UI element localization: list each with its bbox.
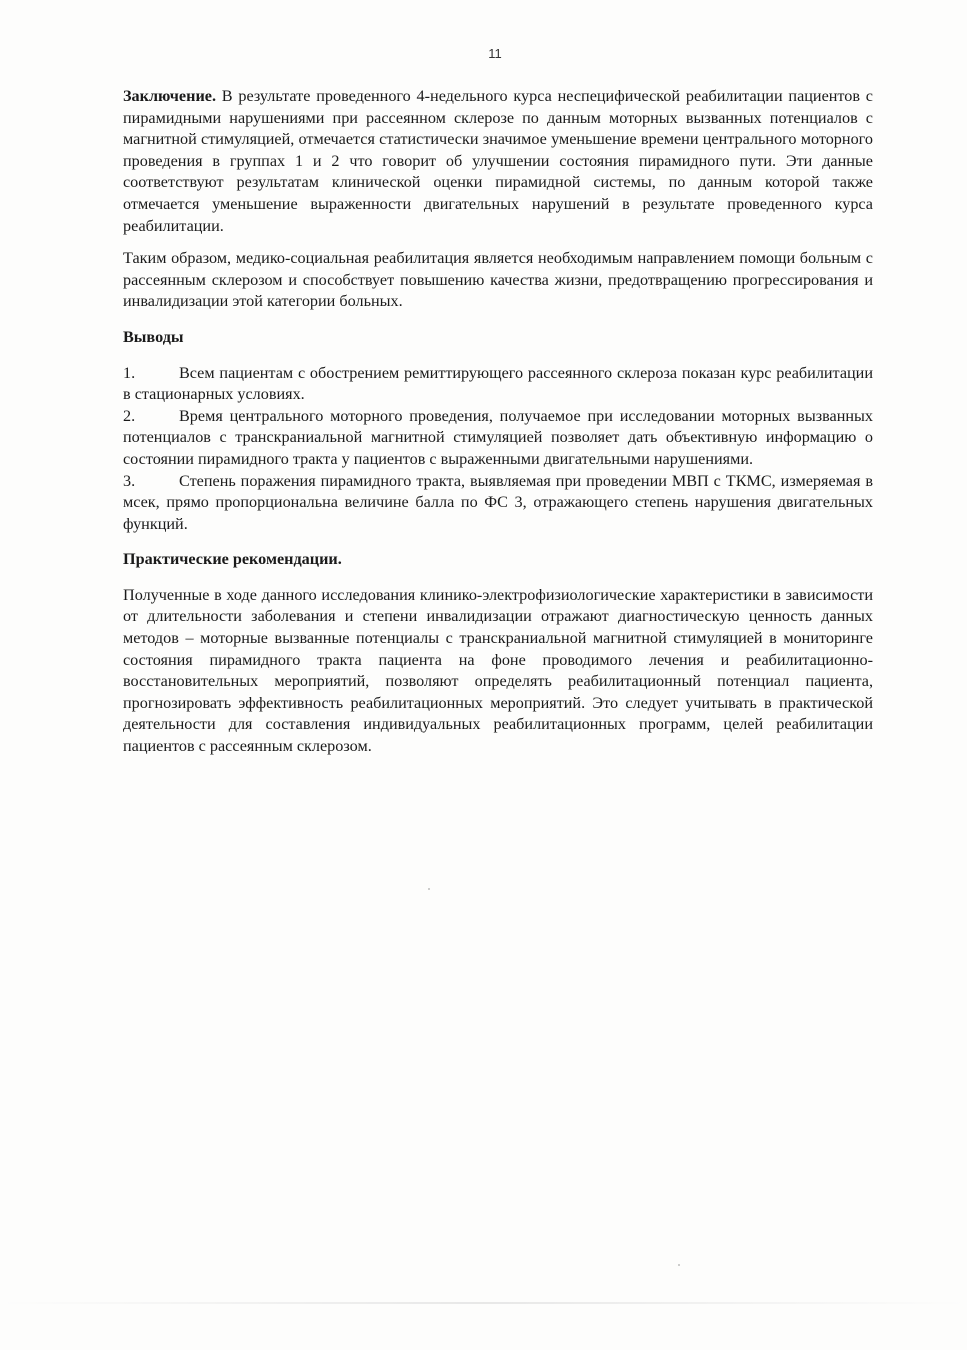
conclusion-paragraph bbox=[123, 86, 873, 237]
scan-speck bbox=[678, 1264, 680, 1266]
conclusion-label: Заключение. bbox=[123, 87, 216, 105]
conclusion-item-2-number: 2. bbox=[123, 406, 136, 425]
conclusion-item-3-text: Степень поражения пирамидного тракта, выявляемая при проведении МВП с ТКМС, измеряемая в мсек, прямо пропорциональна величине балла по ФС 3, отражающего степень нарушения двигательных функций. bbox=[123, 471, 873, 533]
conclusion-item-1-text: Всем пациентам с обострением ремиттирующего рассеянного склероза показан курс реабилитации в стационарных условиях. bbox=[123, 363, 873, 404]
scan-speck bbox=[428, 888, 430, 890]
conclusion-item-1-number: 1. bbox=[123, 363, 136, 382]
conclusion-item-2 bbox=[123, 406, 873, 471]
recommendations-heading: Практические рекомендации. bbox=[123, 550, 342, 569]
page-number: 11 bbox=[488, 46, 502, 61]
page-content bbox=[123, 86, 873, 758]
conclusion-text: В результате проведенного 4-недельного курса неспецифической реабилитации пациентов с пирамидными нарушениями при рассеянном склерозе по данным моторных вызванных потенциалов с магнитной стимуляцией, отмечается статистически значимое уменьшение времени центрального моторного проведения в группах 1 и 2 что говорит об улучшении состояния пирамидного пути. Эти данные соответствуют результатам клинической оценки пирамидной системы, по данным которой также отмечается уменьшение выраженности двигательных нарушений в результате проведенного курса реабилитации. bbox=[123, 87, 873, 235]
conclusions-heading: Выводы bbox=[123, 327, 184, 346]
conclusion-item-2-text: Время центрального моторного проведения, получаемое при исследовании моторных вызванных потенциалов с транскраниальной магнитной стимуляцией позволяет дать объективную информацию о состоянии пирамидного тракта у пациентов с выраженными двигательными нарушениями. bbox=[123, 406, 873, 468]
conclusion-item-3 bbox=[123, 471, 873, 536]
conclusion-item-3-number: 3. bbox=[123, 471, 136, 490]
recommendations-paragraph: Полученные в ходе данного исследования клинико-электрофизиологические характеристики в зависимости от длительности заболевания и степени инвалидизации отражают диагностическую ценность данных методов – моторные вызванные потенциалы с транскраниальной магнитной стимуляцией в мониторинге состояния пирамидного тракта пациента на фоне проводимого лечения и реабилитационно-восстановительных мероприятий, позволяют определять реабилитационный потенциал пациента, прогнозировать эффективность реабилитационных мероприятий. Это следует учитывать в практической деятельности для составления индивидуальных реабилитационных программ, целей реабилитации пациентов с рассеянным склерозом. bbox=[123, 585, 873, 756]
scan-artifact-line bbox=[0, 1302, 967, 1304]
conclusion-item-1 bbox=[123, 363, 873, 406]
summary-paragraph: Таким образом, медико-социальная реабилитация является необходимым направлением помощи больным с рассеянным склерозом и способствует повышению качества жизни, предотвращению прогрессирования и инвалидизации этой категории больных. bbox=[123, 249, 873, 311]
